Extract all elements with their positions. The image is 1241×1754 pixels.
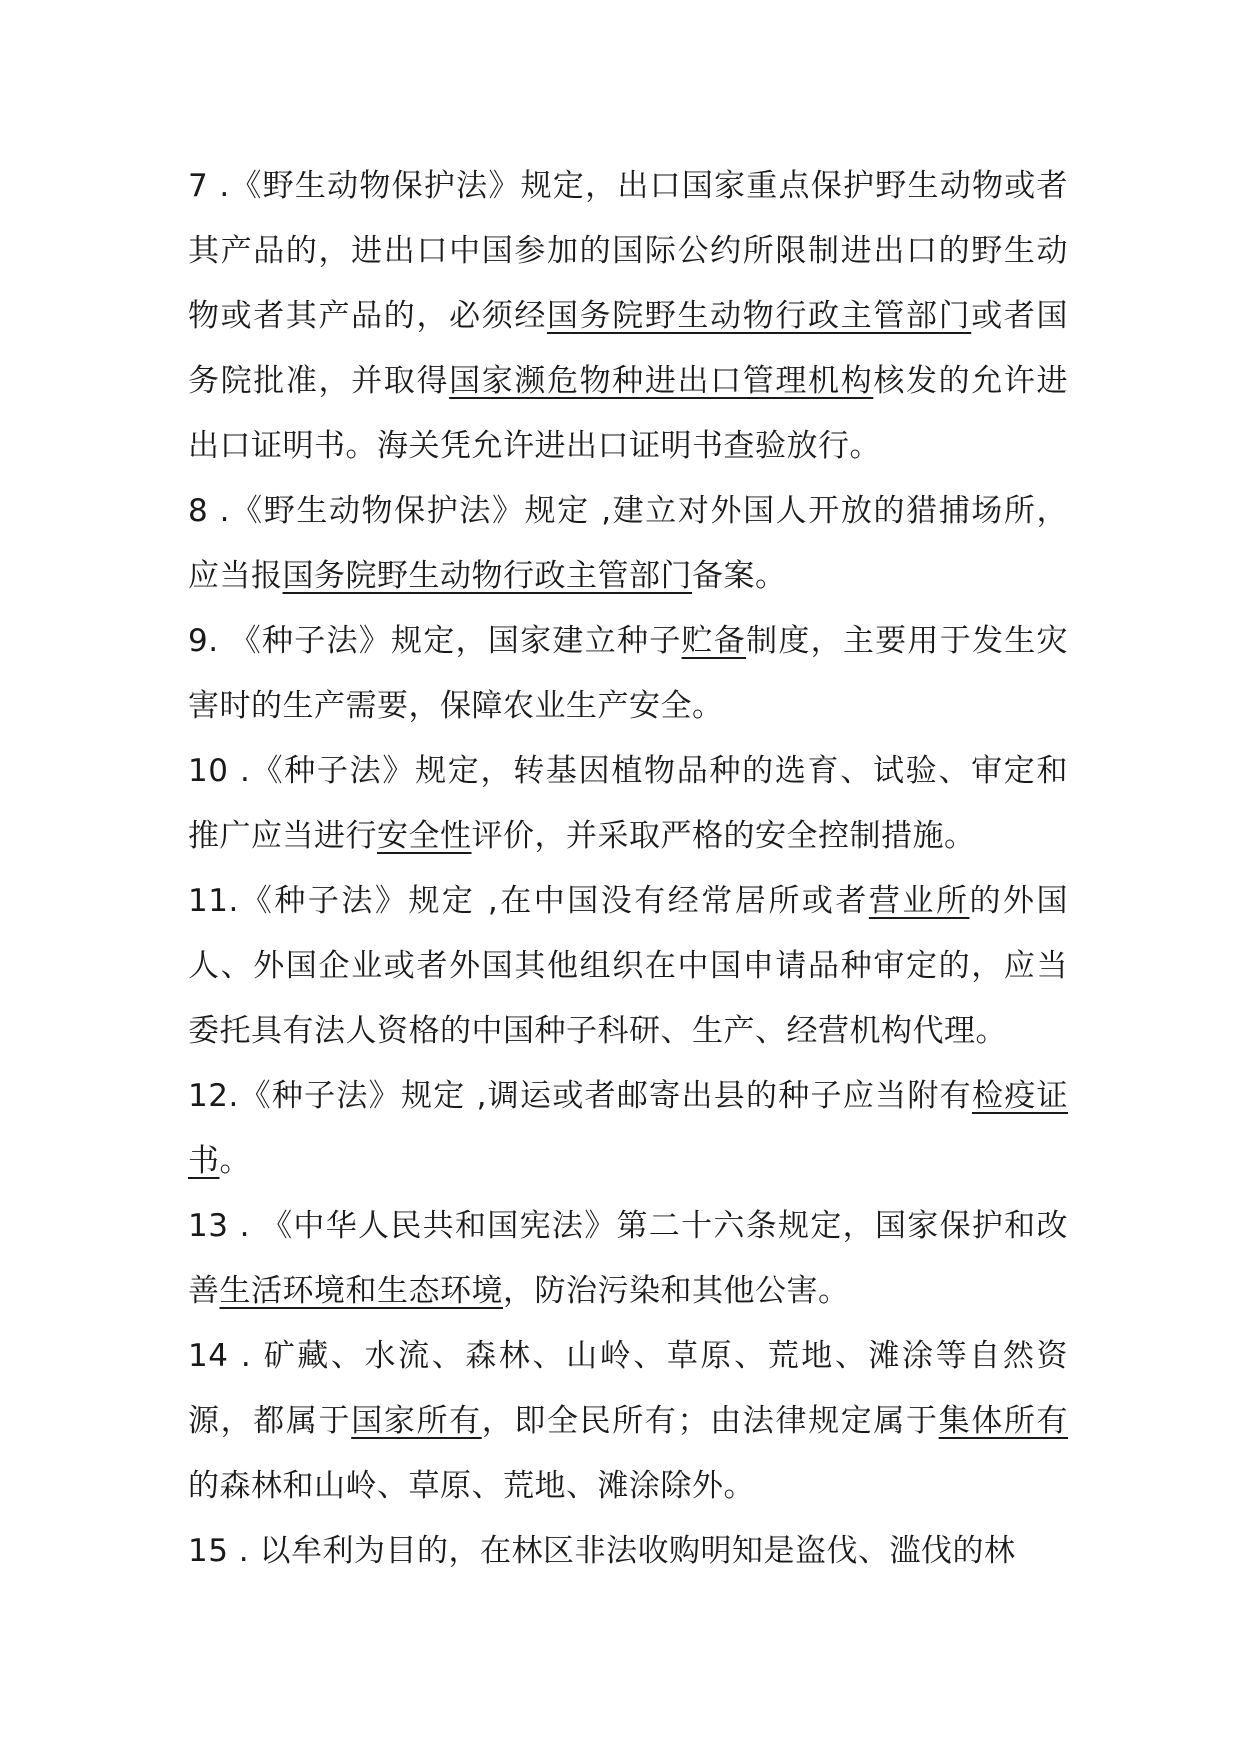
item-text: 的森林和山岭、草原、荒地、滩涂除外。: [188, 1468, 755, 1504]
underlined-answer: 集体所有: [938, 1403, 1069, 1439]
item-text: 15 . 以牟利为目的，在林区非法收购明知是盗伐、滥伐的林: [188, 1533, 1016, 1569]
item-text: ，防治污染和其他公害。: [503, 1273, 850, 1309]
law-item-15: [188, 1519, 1068, 1584]
underlined-answer: 国务院野生动物行政主管部门: [546, 298, 972, 334]
item-text: ，即全民所有；由法律规定属于: [481, 1403, 939, 1439]
item-text: 的外国人、外国企业或者外国其他组织在中国申请品种审定的，应当委托具有法人资格的中国种子科研、生产、经营机构代理。: [188, 883, 1069, 1049]
underlined-answer: 营业所: [868, 883, 970, 919]
item-text: 。: [219, 1143, 251, 1179]
item-text: 备案。: [692, 558, 787, 594]
law-item-14: [188, 1324, 1068, 1519]
law-item-10: [188, 739, 1068, 869]
law-item-9: [188, 609, 1068, 739]
item-text: 制度，主要用于发生灾害时的生产需要，保障农业生产安全。: [188, 623, 1069, 724]
law-item-13: [188, 1194, 1068, 1324]
item-text: 11.《种子法》规定 ,在中国没有经常居所或者: [188, 883, 869, 919]
underlined-answer: 安全性: [377, 818, 472, 854]
item-text: 10 .《种子法》规定，转基因植物品种的选育、试验、审定和推广应当进行: [188, 753, 1068, 854]
law-item-11: [188, 869, 1068, 1064]
item-text: 14 . 矿藏、水流、森林、山岭、草原、荒地、滩涂等自然资源，都属于: [188, 1338, 1068, 1439]
item-text: 核发的允许进出口证明书。海关凭允许进出口证明书查验放行。: [188, 363, 1069, 464]
law-item-7: [188, 154, 1068, 479]
item-text: 9. 《种子法》规定，国家建立种子: [188, 623, 682, 659]
underlined-answer: 国务院野生动物行政主管部门: [282, 558, 692, 594]
underlined-answer: 国家濒危物种进出口管理机构: [449, 363, 874, 399]
item-text: 12.《种子法》规定 ,调运或者邮寄出县的种子应当附有: [188, 1078, 972, 1114]
underlined-answer: 生活环境和生态环境: [219, 1273, 503, 1309]
item-text: 8 .《野生动物保护法》规定 ,建立对外国人开放的猎捕场所，应当报: [188, 493, 1068, 594]
underlined-answer: 贮备: [681, 623, 747, 659]
underlined-answer: 国家所有: [351, 1403, 482, 1439]
document-body: [188, 154, 1068, 1584]
law-item-8: [188, 479, 1068, 609]
underlined-answer: 检疫证书: [188, 1078, 1068, 1179]
item-text: 7 .《野生动物保护法》规定，出口国家重点保护野生动物或者其产品的，进出口中国参加的国际公约所限制进出口的野生动物或者其产品的，必须经: [188, 168, 1068, 334]
law-item-12: [188, 1064, 1068, 1194]
item-text: 或者国务院批准，并取得: [188, 298, 1069, 399]
item-text: 评价，并采取严格的安全控制措施。: [471, 818, 976, 854]
item-text: 13 . 《中华人民共和国宪法》第二十六条规定，国家保护和改善: [188, 1208, 1068, 1309]
